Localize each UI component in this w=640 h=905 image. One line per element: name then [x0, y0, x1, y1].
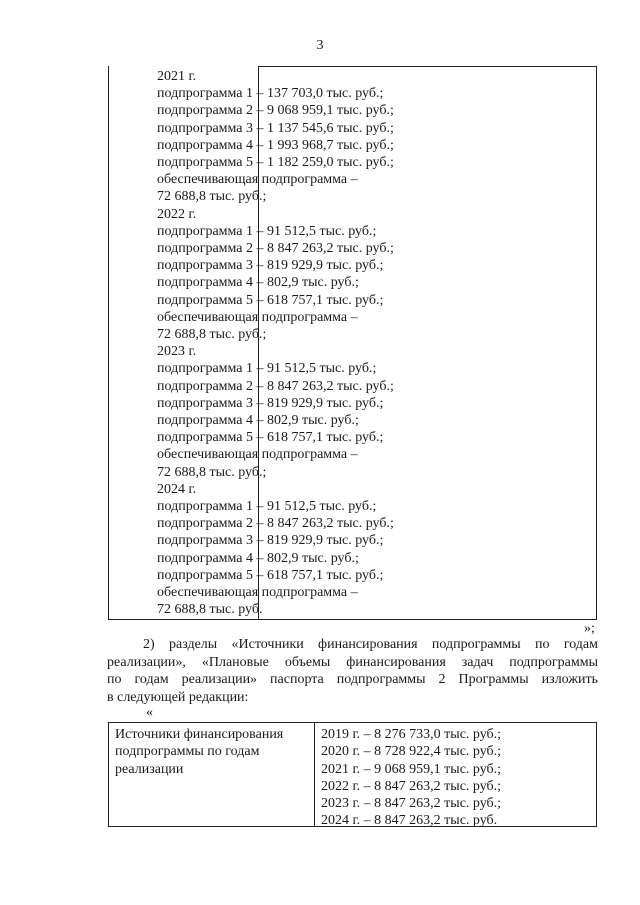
funding-sources-values: [321, 726, 501, 830]
funding-line: подпрограмма 4 – 802,9 тыс. руб.;: [157, 413, 359, 429]
funding-line: подпрограмма 2 – 9 068 959,1 тыс. руб.;: [157, 103, 394, 119]
funding-line: подпрограмма 3 – 819 929,9 тыс. руб.;: [157, 258, 384, 274]
closing-quote: »;: [584, 621, 595, 636]
funding-line: 2024 г.: [157, 481, 197, 497]
funding-line: подпрограмма 4 – 802,9 тыс. руб.;: [157, 550, 359, 566]
funding-sources-table: [108, 722, 597, 827]
funding-line: 72 688,8 тыс. руб.;: [157, 189, 267, 205]
funding-line: обеспечивающая подпрограмма –: [157, 447, 358, 463]
funding-line: подпрограмма 5 – 618 757,1 тыс. руб.;: [157, 567, 384, 583]
funding-line: подпрограмма 1 – 91 512,5 тыс. руб.;: [157, 499, 377, 515]
funding-line: 2022 г.: [157, 206, 197, 222]
year-funding-line: 2020 г. – 8 728 922,4 тыс. руб.;: [321, 744, 502, 760]
year-funding-line: 2021 г. – 9 068 959,1 тыс. руб.;: [321, 761, 502, 777]
funding-line: обеспечивающая подпрограмма –: [157, 309, 358, 325]
page-number: 3: [316, 38, 324, 53]
paragraph-line: 2) разделы «Источники финансирования подпрограммы по годам: [143, 637, 598, 652]
funding-line: подпрограмма 5 – 618 757,1 тыс. руб.;: [157, 292, 384, 308]
funding-line: 2023 г.: [157, 344, 197, 360]
funding-line: подпрограмма 4 – 802,9 тыс. руб.;: [157, 275, 359, 291]
funding-by-year-list: [157, 68, 394, 619]
funding-line: подпрограмма 4 – 1 993 968,7 тыс. руб.;: [157, 137, 394, 153]
funding-line: подпрограмма 2 – 8 847 263,2 тыс. руб.;: [157, 378, 394, 394]
year-funding-line: 2024 г. – 8 847 263,2 тыс. руб.: [321, 813, 498, 829]
funding-line: подпрограмма 2 – 8 847 263,2 тыс. руб.;: [157, 241, 394, 257]
funding-line: 72 688,8 тыс. руб.;: [157, 464, 267, 480]
funding-line: подпрограмма 5 – 618 757,1 тыс. руб.;: [157, 430, 384, 446]
funding-line: подпрограмма 1 – 91 512,5 тыс. руб.;: [157, 223, 377, 239]
funding-line: обеспечивающая подпрограмма –: [157, 585, 358, 601]
funding-sources-label: [115, 726, 310, 778]
table-divider: [314, 723, 315, 826]
year-funding-line: 2022 г. – 8 847 263,2 тыс. руб.;: [321, 778, 502, 794]
funding-line: подпрограмма 1 – 137 703,0 тыс. руб.;: [157, 86, 384, 102]
label-line: реализации: [115, 761, 184, 777]
paragraph-line: реализации», «Плановые объемы финансирования задач подпрограммы: [107, 654, 598, 670]
opening-quote: «: [146, 705, 153, 720]
year-funding-line: 2019 г. – 8 276 733,0 тыс. руб.;: [321, 727, 502, 742]
funding-line: 72 688,8 тыс. руб.: [157, 602, 263, 618]
funding-line: подпрограмма 3 – 1 137 545,6 тыс. руб.;: [157, 120, 394, 136]
funding-line: подпрограмма 3 – 819 929,9 тыс. руб.;: [157, 533, 384, 549]
year-funding-line: 2023 г. – 8 847 263,2 тыс. руб.;: [321, 796, 502, 812]
funding-line: подпрограмма 3 – 819 929,9 тыс. руб.;: [157, 395, 384, 411]
funding-line: 2021 г.: [157, 69, 197, 84]
funding-line: 72 688,8 тыс. руб.;: [157, 327, 267, 343]
label-line: подпрограммы по годам: [115, 744, 260, 760]
label-line: Источники финансирования: [115, 727, 284, 742]
paragraph-line: по годам реализации» паспорта подпрограммы 2 Программы изложить: [107, 672, 598, 687]
funding-line: подпрограмма 2 – 8 847 263,2 тыс. руб.;: [157, 516, 394, 532]
funding-line: подпрограмма 5 – 1 182 259,0 тыс. руб.;: [157, 155, 394, 171]
funding-line: подпрограмма 1 – 91 512,5 тыс. руб.;: [157, 361, 377, 377]
amendment-paragraph: [107, 636, 598, 706]
funding-line: обеспечивающая подпрограмма –: [157, 172, 358, 188]
paragraph-line: в следующей редакции:: [107, 689, 249, 705]
